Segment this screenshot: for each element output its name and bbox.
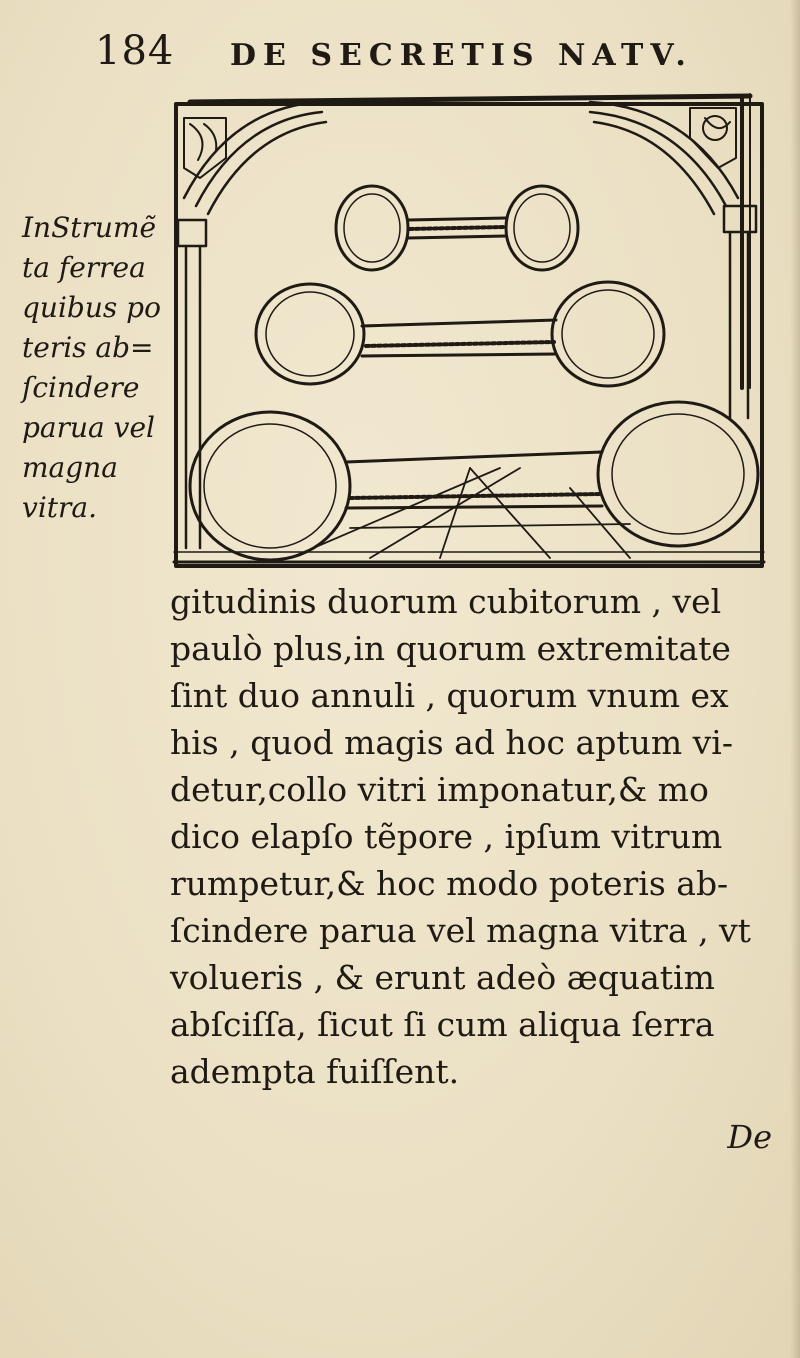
- marginal-note-line: quibus po: [22, 291, 161, 324]
- marginal-note-line: ſcindere: [22, 371, 140, 404]
- arch-molding: [184, 102, 738, 214]
- text-line: paulò plus,in quorum extremitate: [170, 629, 731, 668]
- tongs-large: [190, 402, 758, 560]
- page-number: 184: [95, 28, 175, 74]
- marginal-note-line: ta ferrea: [22, 251, 146, 284]
- running-title: DE SECRETIS NATV.: [230, 38, 693, 73]
- marginal-note-line: parua vel: [22, 411, 155, 444]
- woodcut-illustration: [170, 88, 770, 576]
- text-line: his , quod magis ad hoc aptum vi-: [170, 723, 733, 762]
- text-line: adempta fuiſſent.: [170, 1052, 460, 1091]
- page-header: [95, 28, 715, 78]
- marginal-note-line: magna: [22, 451, 118, 484]
- text-line: ſint duo annuli , quorum vnum ex: [170, 676, 729, 715]
- text-line: rumpetur,& hoc modo poteris ab-: [170, 864, 729, 903]
- text-line: gitudinis duorum cubitorum , vel: [170, 582, 722, 621]
- tongs-medium: [256, 282, 664, 386]
- marginal-note-line: InStrumẽ: [22, 211, 157, 244]
- text-line: volueris , & erunt adeò æquatim: [170, 958, 715, 997]
- marginal-note-line: vitra.: [22, 491, 98, 524]
- floor-lines: [290, 468, 630, 558]
- text-line: ſcindere parua vel magna vitra , vt: [170, 911, 751, 950]
- catchword: De: [727, 1118, 772, 1156]
- marginal-note: [22, 208, 172, 528]
- text-line: detur,collo vitri imponatur,& mo: [170, 770, 709, 809]
- page-edge-shadow: [790, 0, 800, 1358]
- text-line: abſciſſa, ſicut ſi cum aliqua ſerra: [170, 1005, 715, 1044]
- body-text: [170, 578, 790, 1095]
- marginal-note-line: teris ab=: [22, 331, 154, 364]
- tongs-small: [336, 186, 578, 270]
- text-line: dico elapſo tẽpore , ipſum vitrum: [170, 817, 723, 856]
